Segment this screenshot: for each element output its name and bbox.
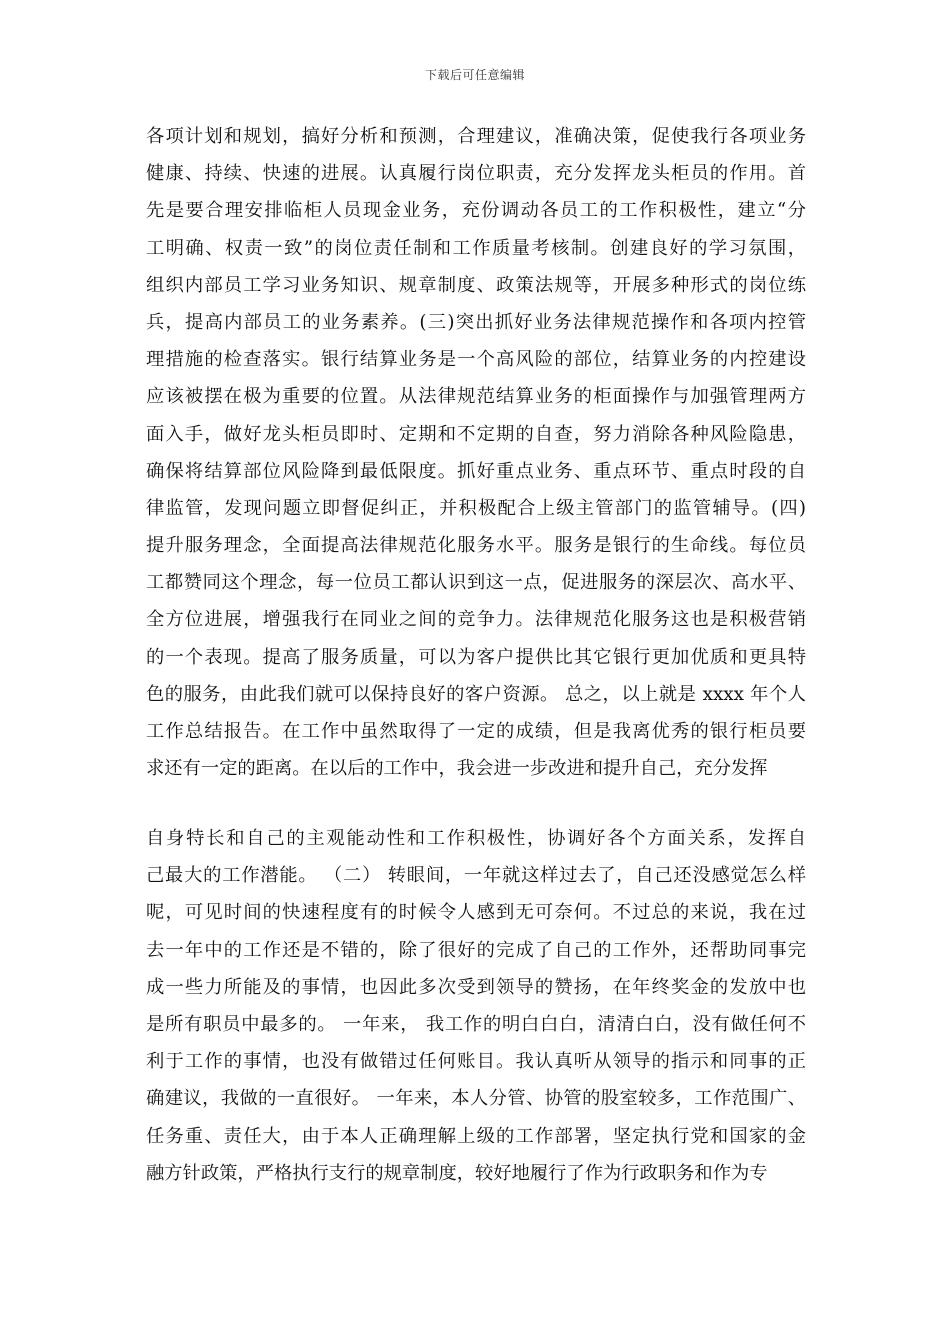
- text-line: 融方针政策，严格执行支行的规章制度，较好地履行了作为行政职务和作为专: [146, 1162, 768, 1184]
- text-line: 任务重、责任大，由于本人正确理解上级的工作部署，坚定执行党和国家的金: [146, 1125, 806, 1147]
- text-line: 确建议，我做的一直很好。 一年来，本人分管、协管的股室较多，工作范围广、: [146, 1088, 806, 1110]
- text-line: 工明确、权责一致”的岗位责任制和工作质量考核制。创建良好的学习氛围，: [146, 237, 806, 259]
- text-line: 确保将结算部位风险降到最低限度。抓好重点业务、重点环节、重点时段的自: [146, 460, 806, 482]
- text-line: 工都赞同这个理念，每一位员工都认识到这一点，促进服务的深层次、高水平、: [146, 572, 806, 594]
- paragraph-2: [146, 820, 806, 1192]
- text-line: 理措施的检查落实。银行结算业务是一个高风险的部位，结算业务的内控建设: [146, 349, 806, 371]
- text-line: 色的服务，由此我们就可以保持良好的客户资源。 总之，以上就是 xxxx 年个人: [146, 683, 806, 705]
- text-line: 己最大的工作潜能。 （二） 转眼间，一年就这样过去了，自己还没感觉怎么样: [146, 865, 806, 887]
- text-line: 提升服务理念，全面提高法律规范化服务水平。服务是银行的生命线。每位员: [146, 535, 806, 557]
- text-line: 全方位进展，增强我行在同业之间的竞争力。法律规范化服务这也是积极营销: [146, 609, 806, 631]
- text-line: 各项计划和规划，搞好分析和预测，合理建议，准确决策，促使我行各项业务: [146, 126, 806, 147]
- text-line: 去一年中的工作还是不错的，除了很好的完成了自己的工作外，还帮助同事完: [146, 939, 806, 961]
- text-line: 利于工作的事情，也没有做错过任何账目。我认真听从领导的指示和同事的正: [146, 1051, 806, 1073]
- text-line: 呢，可见时间的快速程度有的时候令人感到无可奈何。不过总的来说，我在过: [146, 902, 806, 924]
- text-line: 律监管，发现问题立即督促纠正，并积极配合上级主管部门的监管辅导。(四): [146, 497, 806, 519]
- text-line: 成一些力所能及的事情，也因此多次受到领导的赞扬，在年终奖金的发放中也: [146, 976, 806, 998]
- text-line: 兵，提高内部员工的业务素养。(三)突出抓好业务法律规范操作和各项内控管: [146, 311, 806, 333]
- text-line: 应该被摆在极为重要的位置。从法律规范结算业务的柜面操作与加强管理两方: [146, 386, 806, 408]
- text-line: 组织内部员工学习业务知识、规章制度、政策法规等，开展多种形式的岗位练: [146, 274, 806, 296]
- text-line: 健康、持续、快速的进展。认真履行岗位职责，充分发挥龙头柜员的作用。首: [146, 163, 806, 185]
- text-line: 先是要合理安排临柜人员现金业务，充份调动各员工的工作积极性，建立“分: [146, 200, 806, 222]
- text-line: 的一个表现。提高了服务质量，可以为客户提供比其它银行更加优质和更具特: [146, 646, 806, 668]
- paragraph-1: [146, 118, 806, 787]
- page-header: 下载后可任意编辑: [424, 68, 525, 82]
- text-line: 是所有职员中最多的。 一年来， 我工作的明白白白，清清白白，没有做任何不: [146, 1013, 806, 1035]
- text-line: 求还有一定的距离。在以后的工作中，我会进一步改进和提升自己，充分发挥: [146, 758, 768, 780]
- text-line: 面入手，做好龙头柜员即时、定期和不定期的自查，努力消除各种风险隐患，: [146, 423, 806, 445]
- text-line: 工作总结报告。在工作中虽然取得了一定的成绩，但是我离优秀的银行柜员要: [146, 721, 806, 742]
- text-line: 自身特长和自己的主观能动性和工作积极性，协调好各个方面关系，发挥自: [146, 828, 806, 849]
